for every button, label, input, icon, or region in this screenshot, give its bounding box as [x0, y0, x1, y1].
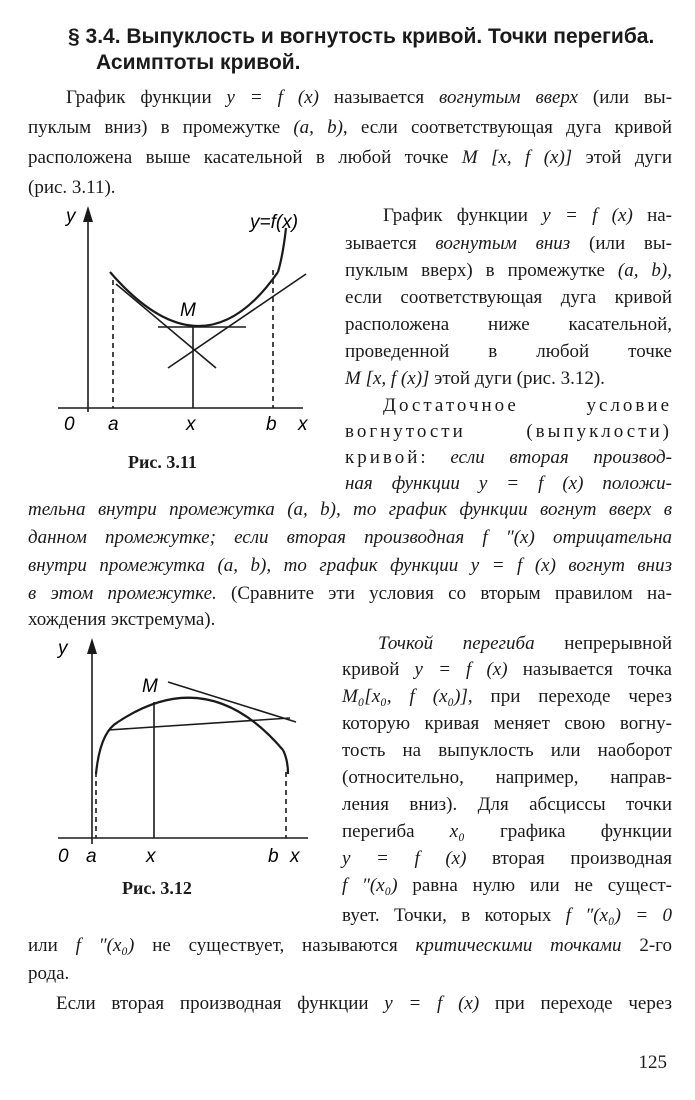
para4-line13: рода.: [28, 963, 70, 984]
section-title-line2: Асимптоты кривой.: [96, 51, 301, 74]
para1-line2: пуклым вниз) в промежутке (a, b), если соответствующая дуга кривой: [28, 117, 672, 138]
para1-line4: (рис. 3.11).: [28, 177, 116, 198]
figure-3-12: [28, 632, 328, 872]
para5-line1: Если вторая производная функции y = f (x) при переходе через: [56, 993, 673, 1014]
para1-line1: График функции y = f (x) называется вогнутым вверх (или вы-: [66, 87, 673, 108]
fig1-x-tick-label: x: [186, 414, 196, 435]
fig2-point-label: M: [142, 676, 158, 697]
figure-3-11: [28, 200, 328, 450]
para4-line8: перегиба x₀ графика функции: [342, 821, 672, 842]
fig1-point-label: M: [180, 300, 196, 321]
fig1-chord-right: [168, 274, 306, 368]
fig1-origin: 0: [64, 414, 75, 435]
para4-line7: ления вниз). Для абсциссы точки: [342, 794, 672, 815]
para4-line2: кривой y = f (x) называется точка: [342, 659, 672, 680]
para2-line7: M [x, f (x)] этой дуги (рис. 3.12).: [345, 368, 605, 389]
para4-line1: Точкой перегиба непрерывной: [378, 633, 673, 654]
section-title-line1: § 3.4. Выпуклость и вогнутость кривой. Точки перегиба.: [68, 25, 655, 48]
para4-line10: f ″(x₀) равна нулю или не сущест-: [342, 875, 672, 896]
fig1-y-arrow: [83, 206, 93, 222]
para3-line8: в этом промежутке. (Сравните эти условия со вторым правилом на-: [28, 583, 672, 604]
fig1-curve-label: y=f(x): [250, 212, 299, 233]
fig2-tangent-2: [168, 682, 296, 722]
para4-line5: тость на выпуклость или наоборот: [342, 740, 672, 761]
fig2-a-label: a: [86, 846, 97, 867]
para3-line5: тельна внутри промежутка (a, b), то график функции вогнут вверх в: [28, 499, 672, 520]
fig1-b-label: b: [266, 414, 277, 435]
para3-line3: кривой: если вторая производ-: [345, 447, 672, 468]
para4-line3: M₀[x₀, f (x₀)], при переходе через: [342, 686, 672, 707]
fig2-x-label: x: [290, 846, 300, 867]
para4-line12: или f ″(x₀) не существует, называются критическими точками 2-го: [28, 935, 672, 956]
para4-line6: (относительно, например, направ-: [342, 767, 672, 788]
para3-line7: внутри промежутка (a, b), то график функции y = f (x) вогнут вниз: [28, 555, 673, 576]
para4-line11: вует. Точки, в которых f ″(x₀) = 0: [342, 905, 672, 926]
para2-line5: расположена ниже касательной,: [345, 314, 672, 335]
para3-line1: Достаточное условие: [383, 395, 672, 416]
para2-line1: График функции y = f (x) на-: [383, 205, 673, 226]
fig1-caption: Рис. 3.11: [128, 452, 197, 472]
para2-line2: зывается вогнутым вниз (или вы-: [345, 233, 672, 254]
fig2-y-arrow: [87, 638, 97, 654]
para3-line2: вогнутости (выпуклости): [345, 421, 672, 442]
para2-line3: пуклым вверх) в промежутке (a, b),: [345, 260, 673, 281]
fig2-caption: Рис. 3.12: [122, 878, 192, 898]
para3-line9: хождения экстремума).: [28, 609, 216, 630]
para3-line4: ная функции y = f (x) положи-: [345, 473, 672, 494]
fig2-x-tick-label: x: [146, 846, 156, 867]
fig2-b-label: b: [268, 846, 279, 867]
page-number: 125: [638, 1052, 667, 1073]
para4-line4: которую кривая меняет свою вогну-: [342, 713, 672, 734]
fig2-y-label: y: [58, 638, 68, 659]
fig1-a-label: a: [108, 414, 119, 435]
fig1-y-label: y: [66, 206, 76, 227]
fig2-curve-end: [283, 750, 288, 774]
fig1-x-label: x: [298, 414, 308, 435]
para1-line3: расположена выше касательной в любой точке M [x, f (x)] этой дуги: [28, 147, 672, 168]
fig2-origin: 0: [58, 846, 69, 867]
para3-line6: данном промежутке; если вторая производная f ″(x) отрицательна: [28, 527, 672, 548]
para2-line4: если соответствующая дуга кривой: [345, 287, 672, 308]
section-title: [68, 24, 668, 76]
fig1-curve-end: [278, 228, 286, 272]
para2-line6: проведенной в любой точке: [345, 341, 672, 362]
para4-line9: y = f (x) вторая производная: [342, 848, 672, 869]
